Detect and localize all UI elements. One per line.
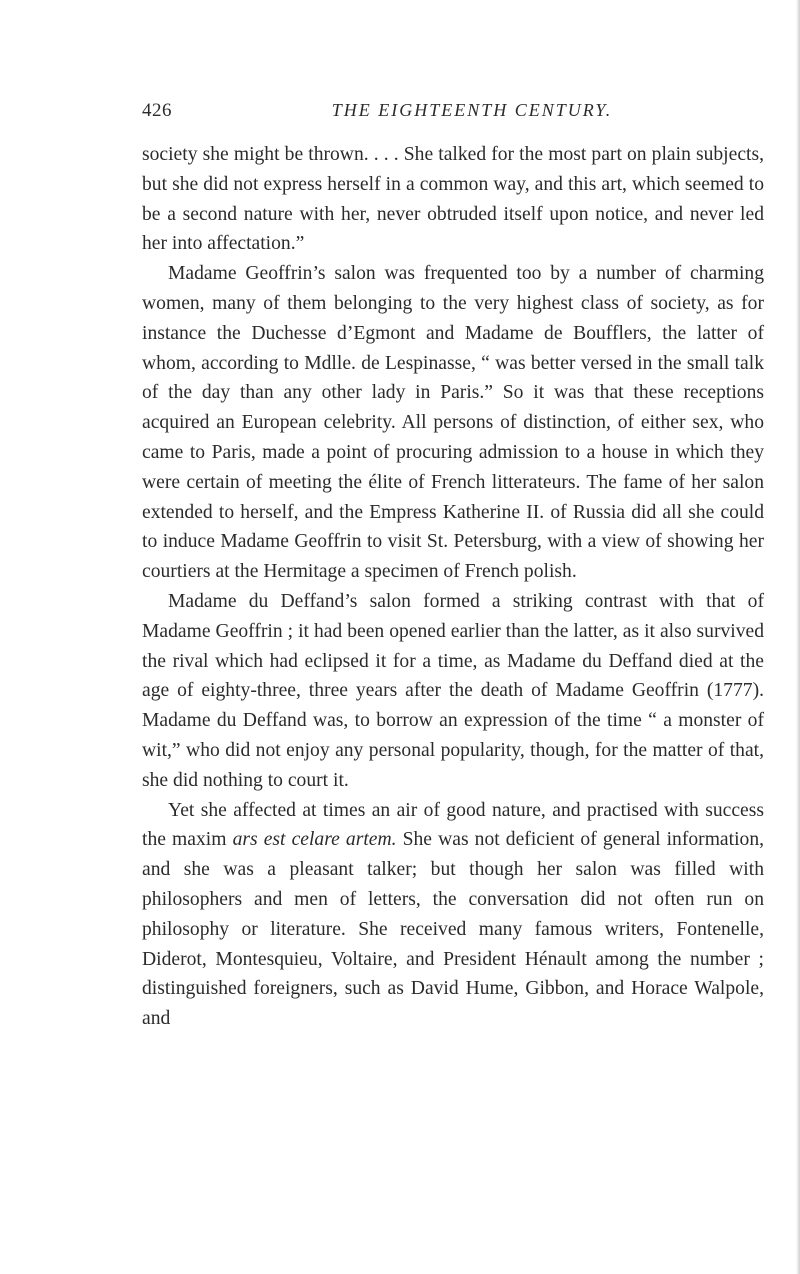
- latin-maxim: ars est celare artem.: [232, 829, 397, 851]
- paragraph-continuation: society she might be thrown. . . . She talked for the most part on plain subjects, but she did not express herself in a common way, and this art, which seemed to be a second nature with her, never obtruded itself upon notice, and never led her into affectation.”: [142, 144, 764, 255]
- paragraph-text-after: She was not deficient of general information, and she was a pleasant talker; but though her salon was filled with philosophers and men of letters, the conversation did not often run on philosophy or literature. She received many famous writers, Fontenelle, Diderot, Montesquieu, Voltaire, and President Hénault among the number ; distinguished foreigners, such as David Hume, Gibbon, and Horace Walpole, and: [142, 829, 765, 1030]
- paragraph-du-deffand-guests: [142, 796, 764, 1034]
- body-text: [142, 140, 764, 1034]
- running-head: THE EIGHTEENTH CENTURY.: [331, 100, 613, 120]
- paragraph-geoffrin-salon: Madame Geoffrin’s salon was frequented too by a number of charming women, many of them belonging to the very highest class of society, as for instance the Duchesse d’Egmont and Madame de Boufflers, the latter of whom, according to Mdlle. de Lespinasse, “ was better versed in the small talk of the day than any other lady in Paris.” So it was that these receptions acquired an European celebrity. All persons of distinction, of either sex, who came to Paris, made a point of procuring admission to a house in which they were certain of meeting the élite of French litterateurs. The fame of her salon extended to herself, and the Empress Katherine II. of Russia did all she could to induce Madame Geoffrin to visit St. Petersburg, with a view of showing her courtiers at the Hermitage a specimen of French polish.: [142, 263, 764, 583]
- page-header: [142, 100, 764, 124]
- page-edge-shadow: [796, 0, 800, 1274]
- page-number: 426: [142, 100, 172, 121]
- paragraph-text-before: Yet she affected at times an air of good nature, and practised with success the maxim: [142, 799, 764, 851]
- paragraph-du-deffand-salon: Madame du Deffand’s salon formed a striking contrast with that of Madame Geoffrin ; it had been opened earlier than the latter, as it also survived the rival which had eclipsed it for a time, as Madame du Deffand died at the age of eighty-three, three years after the death of Madame Geoffrin (1777). Madame du Deffand was, to borrow an expression of the time “ a monster of wit,” who did not enjoy any personal popularity, though, for the matter of that, she did nothing to court it.: [142, 590, 764, 791]
